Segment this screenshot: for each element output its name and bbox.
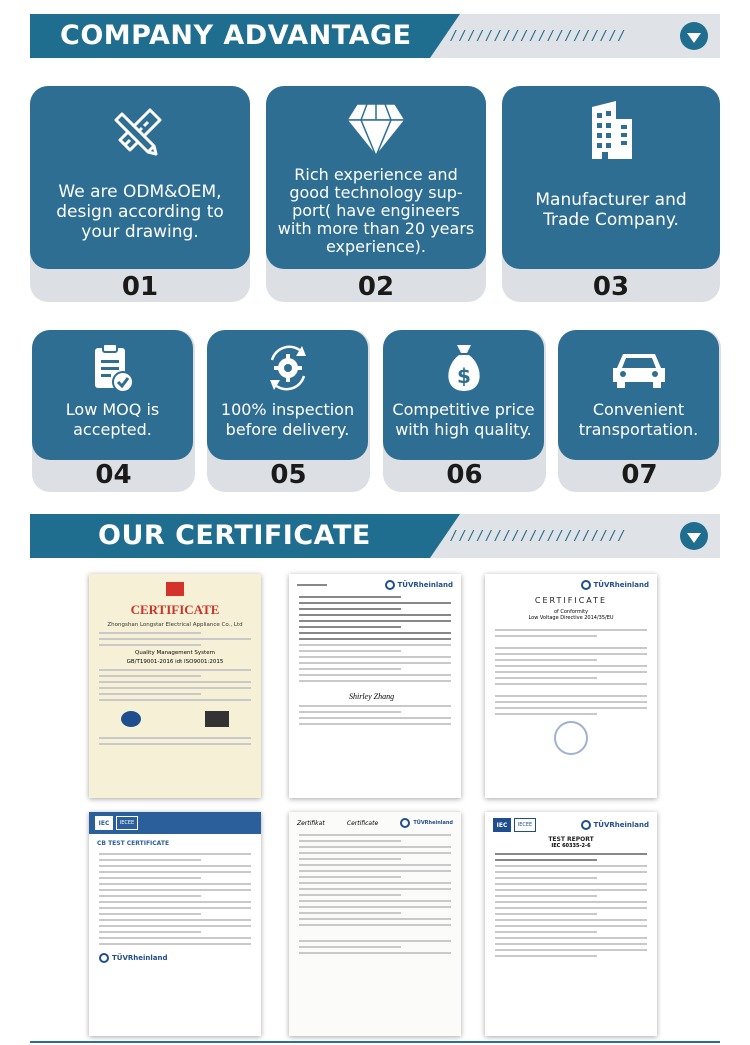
pencil-ruler-icon bbox=[110, 100, 170, 160]
advantage-card-03 bbox=[502, 86, 720, 302]
tuv-brand: TÜVRheinland bbox=[112, 954, 168, 962]
certificate-heading: CERTIFICATE bbox=[130, 602, 220, 617]
iec-logo: IEC bbox=[493, 818, 511, 832]
iaf-logo-icon bbox=[121, 711, 141, 727]
certificate-test-report[interactable] bbox=[485, 812, 657, 1036]
building-icon bbox=[586, 100, 636, 160]
advantage-card-01 bbox=[30, 86, 250, 302]
certificate-company: Zhongshan Longstar Electrical Appliance Co., Ltd bbox=[107, 622, 243, 628]
car-icon bbox=[609, 340, 669, 396]
advantage-number: 03 bbox=[592, 272, 630, 302]
crown-logo-icon bbox=[166, 582, 184, 596]
certificate-system: Quality Management System bbox=[135, 650, 215, 656]
certificate-sub: of Conformity bbox=[553, 609, 589, 615]
advantage-card-face bbox=[558, 330, 719, 460]
iecee-logo: IECEE bbox=[514, 818, 536, 832]
gear-refresh-icon bbox=[262, 340, 314, 396]
advantage-number: 07 bbox=[621, 460, 658, 490]
certificate-label: Certificate bbox=[346, 819, 379, 827]
certificate-directive: Low Voltage Directive 2014/35/EU bbox=[528, 615, 614, 621]
advantage-number: 02 bbox=[357, 272, 395, 302]
banner-slashes: //////////////////// bbox=[450, 529, 627, 544]
company-advantage-banner bbox=[30, 14, 720, 58]
advantage-text: Rich experience and good technology sup-port( have engineers with more than 20 years experience). bbox=[277, 165, 475, 256]
certificate-cb-test[interactable] bbox=[89, 812, 261, 1036]
advantage-card-face bbox=[502, 86, 720, 269]
zertifikat-label: Zertifikat bbox=[297, 819, 325, 827]
banner-slashes: //////////////////// bbox=[450, 29, 627, 44]
clipboard-check-icon bbox=[91, 340, 135, 396]
money-bag-icon bbox=[441, 340, 487, 396]
tuv-brand: TÜVRheinland bbox=[397, 581, 453, 589]
certificate-zertifikat[interactable] bbox=[289, 812, 461, 1036]
advantage-card-02 bbox=[266, 86, 486, 302]
tuv-brand: TÜVRheinland bbox=[413, 820, 453, 826]
tuv-logo-icon bbox=[99, 953, 109, 963]
advantage-text: Competitive price with high quality. bbox=[392, 400, 535, 439]
tuv-brand: TÜVRheinland bbox=[593, 821, 649, 829]
certificate-heading: CB TEST CERTIFICATE bbox=[97, 840, 170, 847]
advantage-card-07 bbox=[558, 330, 721, 492]
advantage-number: 04 bbox=[95, 460, 132, 490]
certificate-lvd[interactable] bbox=[485, 574, 657, 798]
tuv-logo-icon bbox=[581, 580, 591, 590]
advantage-text: 100% inspection before delivery. bbox=[220, 400, 355, 439]
advantage-card-face bbox=[383, 330, 544, 460]
advantage-card-06 bbox=[383, 330, 546, 492]
iecee-logo: IECEE bbox=[116, 816, 138, 830]
svg-text:$: $ bbox=[456, 364, 471, 388]
certificate-iso9001[interactable] bbox=[89, 574, 261, 798]
certificate-banner bbox=[30, 514, 720, 558]
advantage-card-face bbox=[30, 86, 250, 269]
advantage-text: Manufacturer and Trade Company. bbox=[535, 190, 687, 230]
chevron-down-icon[interactable] bbox=[680, 522, 708, 550]
advantage-number: 01 bbox=[121, 272, 159, 302]
certificate-tuv-report[interactable] bbox=[289, 574, 461, 798]
advantage-text: We are ODM&OEM, design according to your drawing. bbox=[56, 182, 224, 242]
section-title: COMPANY ADVANTAGE bbox=[60, 20, 412, 51]
certificate-heading: CERTIFICATE bbox=[534, 596, 608, 605]
iec-logo: IEC bbox=[95, 816, 113, 830]
tuv-logo-icon bbox=[581, 820, 591, 830]
advantage-number: 05 bbox=[270, 460, 307, 490]
advantage-card-face bbox=[266, 86, 486, 269]
section-title: OUR CERTIFICATE bbox=[98, 520, 371, 551]
advantage-card-face bbox=[207, 330, 368, 460]
chevron-down-icon[interactable] bbox=[680, 22, 708, 50]
certificate-standard: GB/T19001-2016 idt ISO9001:2015 bbox=[126, 659, 224, 665]
advantage-card-04 bbox=[32, 330, 195, 492]
advantage-card-05 bbox=[207, 330, 370, 492]
bottom-divider bbox=[30, 1041, 720, 1043]
diamond-icon bbox=[345, 100, 407, 160]
advantage-card-face bbox=[32, 330, 193, 460]
certificate-heading: TEST REPORT bbox=[548, 836, 594, 843]
tuv-logo-icon bbox=[400, 818, 410, 828]
ias-logo-icon bbox=[205, 711, 229, 727]
certificate-standard: IEC 60335-2-6 bbox=[551, 843, 591, 849]
advantage-text: Convenient transportation. bbox=[578, 400, 699, 439]
seal-icon bbox=[554, 721, 588, 755]
advantage-text: Low MOQ is accepted. bbox=[65, 400, 160, 439]
advantage-number: 06 bbox=[446, 460, 483, 490]
signature: Shirley Zhang bbox=[349, 692, 395, 701]
tuv-brand: TÜVRheinland bbox=[593, 581, 649, 589]
tuv-logo-icon bbox=[385, 580, 395, 590]
